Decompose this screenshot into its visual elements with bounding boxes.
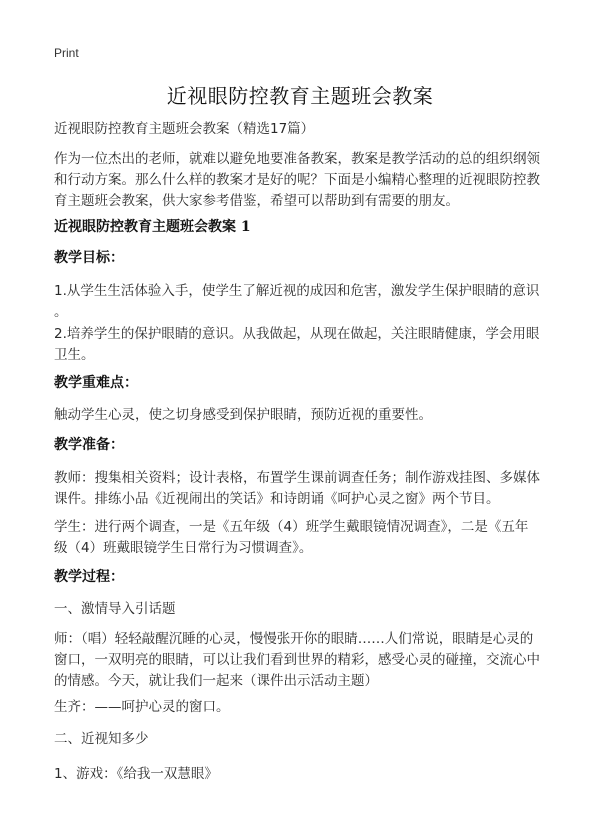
teacher-prep-line: 课件。排练小品《近视闹出的笑话》和诗朗诵《呵护心灵之窗》两个节目。 — [54, 491, 500, 507]
step-1-text: 一、激情导入引话题 — [54, 601, 176, 617]
goal-1-line: 。 — [54, 304, 68, 320]
process-heading: 教学过程： — [54, 569, 124, 585]
print-label: Print — [54, 46, 79, 60]
subtitle-text: 近视眼防控教育主题班会教案（精选17篇） — [54, 121, 315, 137]
goals-heading: 教学目标： — [54, 250, 124, 266]
teacher-preparation-paragraph — [54, 468, 550, 510]
goal-2-paragraph — [54, 324, 550, 366]
document-subtitle — [54, 119, 550, 140]
game-text: 1、游戏：《给我一双慧眼》 — [54, 766, 218, 782]
intro-paragraph — [54, 149, 550, 212]
teacher-speech-line: 的情感。今天，就让我们一起来（课件出示活动主题） — [54, 673, 378, 689]
page-title: 近视眼防控教育主题班会教案 — [166, 84, 434, 108]
key-points-paragraph — [54, 405, 550, 426]
intro-line: 和行动方案。那么什么样的教案才是好的呢？下面是小编精心整理的近视眼防控教 — [54, 172, 540, 188]
key-points-heading: 教学重难点： — [54, 375, 138, 391]
goal-2-line: 2.培养学生的保护眼睛的意识。从我做起，从现在做起，关注眼睛健康，学会用眼 — [54, 326, 540, 342]
student-preparation-paragraph — [54, 517, 550, 559]
teacher-speech-paragraph — [54, 629, 550, 692]
student-reply-paragraph — [54, 697, 550, 718]
teacher-speech-line: 师：（唱）轻轻敲醒沉睡的心灵，慢慢张开你的眼睛……人们常说，眼睛是心灵的 — [54, 631, 534, 647]
goal-1-line: 1.从学生生活体验入手，使学生了解近视的成因和危害，激发学生保护眼睛的意识 — [54, 283, 540, 299]
intro-line: 作为一位杰出的老师，就难以避免地要准备教案，教案是教学活动的总的组织纲领 — [54, 151, 540, 167]
intro-line: 育主题班会教案，供大家参考借鉴，希望可以帮助到有需要的朋友。 — [54, 193, 459, 209]
teacher-prep-line: 教师：搜集相关资料；设计表格，布置学生课前调查任务；制作游戏挂图、多媒体 — [54, 470, 540, 486]
student-prep-line: 级（4）班戴眼镜学生日常行为习惯调查》。 — [54, 540, 313, 556]
step-2-text: 二、近视知多少 — [54, 731, 149, 747]
student-reply-text: 生齐：——呵护心灵的窗口。 — [54, 699, 230, 715]
goal-1-paragraph — [54, 281, 550, 323]
preparation-heading: 教学准备： — [54, 437, 124, 453]
key-points-line: 触动学生心灵，使之切身感受到保护眼睛，预防近视的重要性。 — [54, 407, 432, 423]
step-1-heading — [54, 599, 550, 620]
goal-2-line: 卫生。 — [54, 347, 95, 363]
student-prep-line: 学生：进行两个调查，一是《五年级（4）班学生戴眼镜情况调查》，二是《五年 — [54, 519, 529, 535]
step-2-heading — [54, 729, 550, 750]
game-item — [54, 764, 550, 785]
section-heading: 近视眼防控教育主题班会教案 1 — [54, 219, 251, 235]
teacher-speech-line: 窗口，一双明亮的眼睛，可以让我们看到世界的精彩，感受心灵的碰撞，交流心中 — [54, 652, 540, 668]
